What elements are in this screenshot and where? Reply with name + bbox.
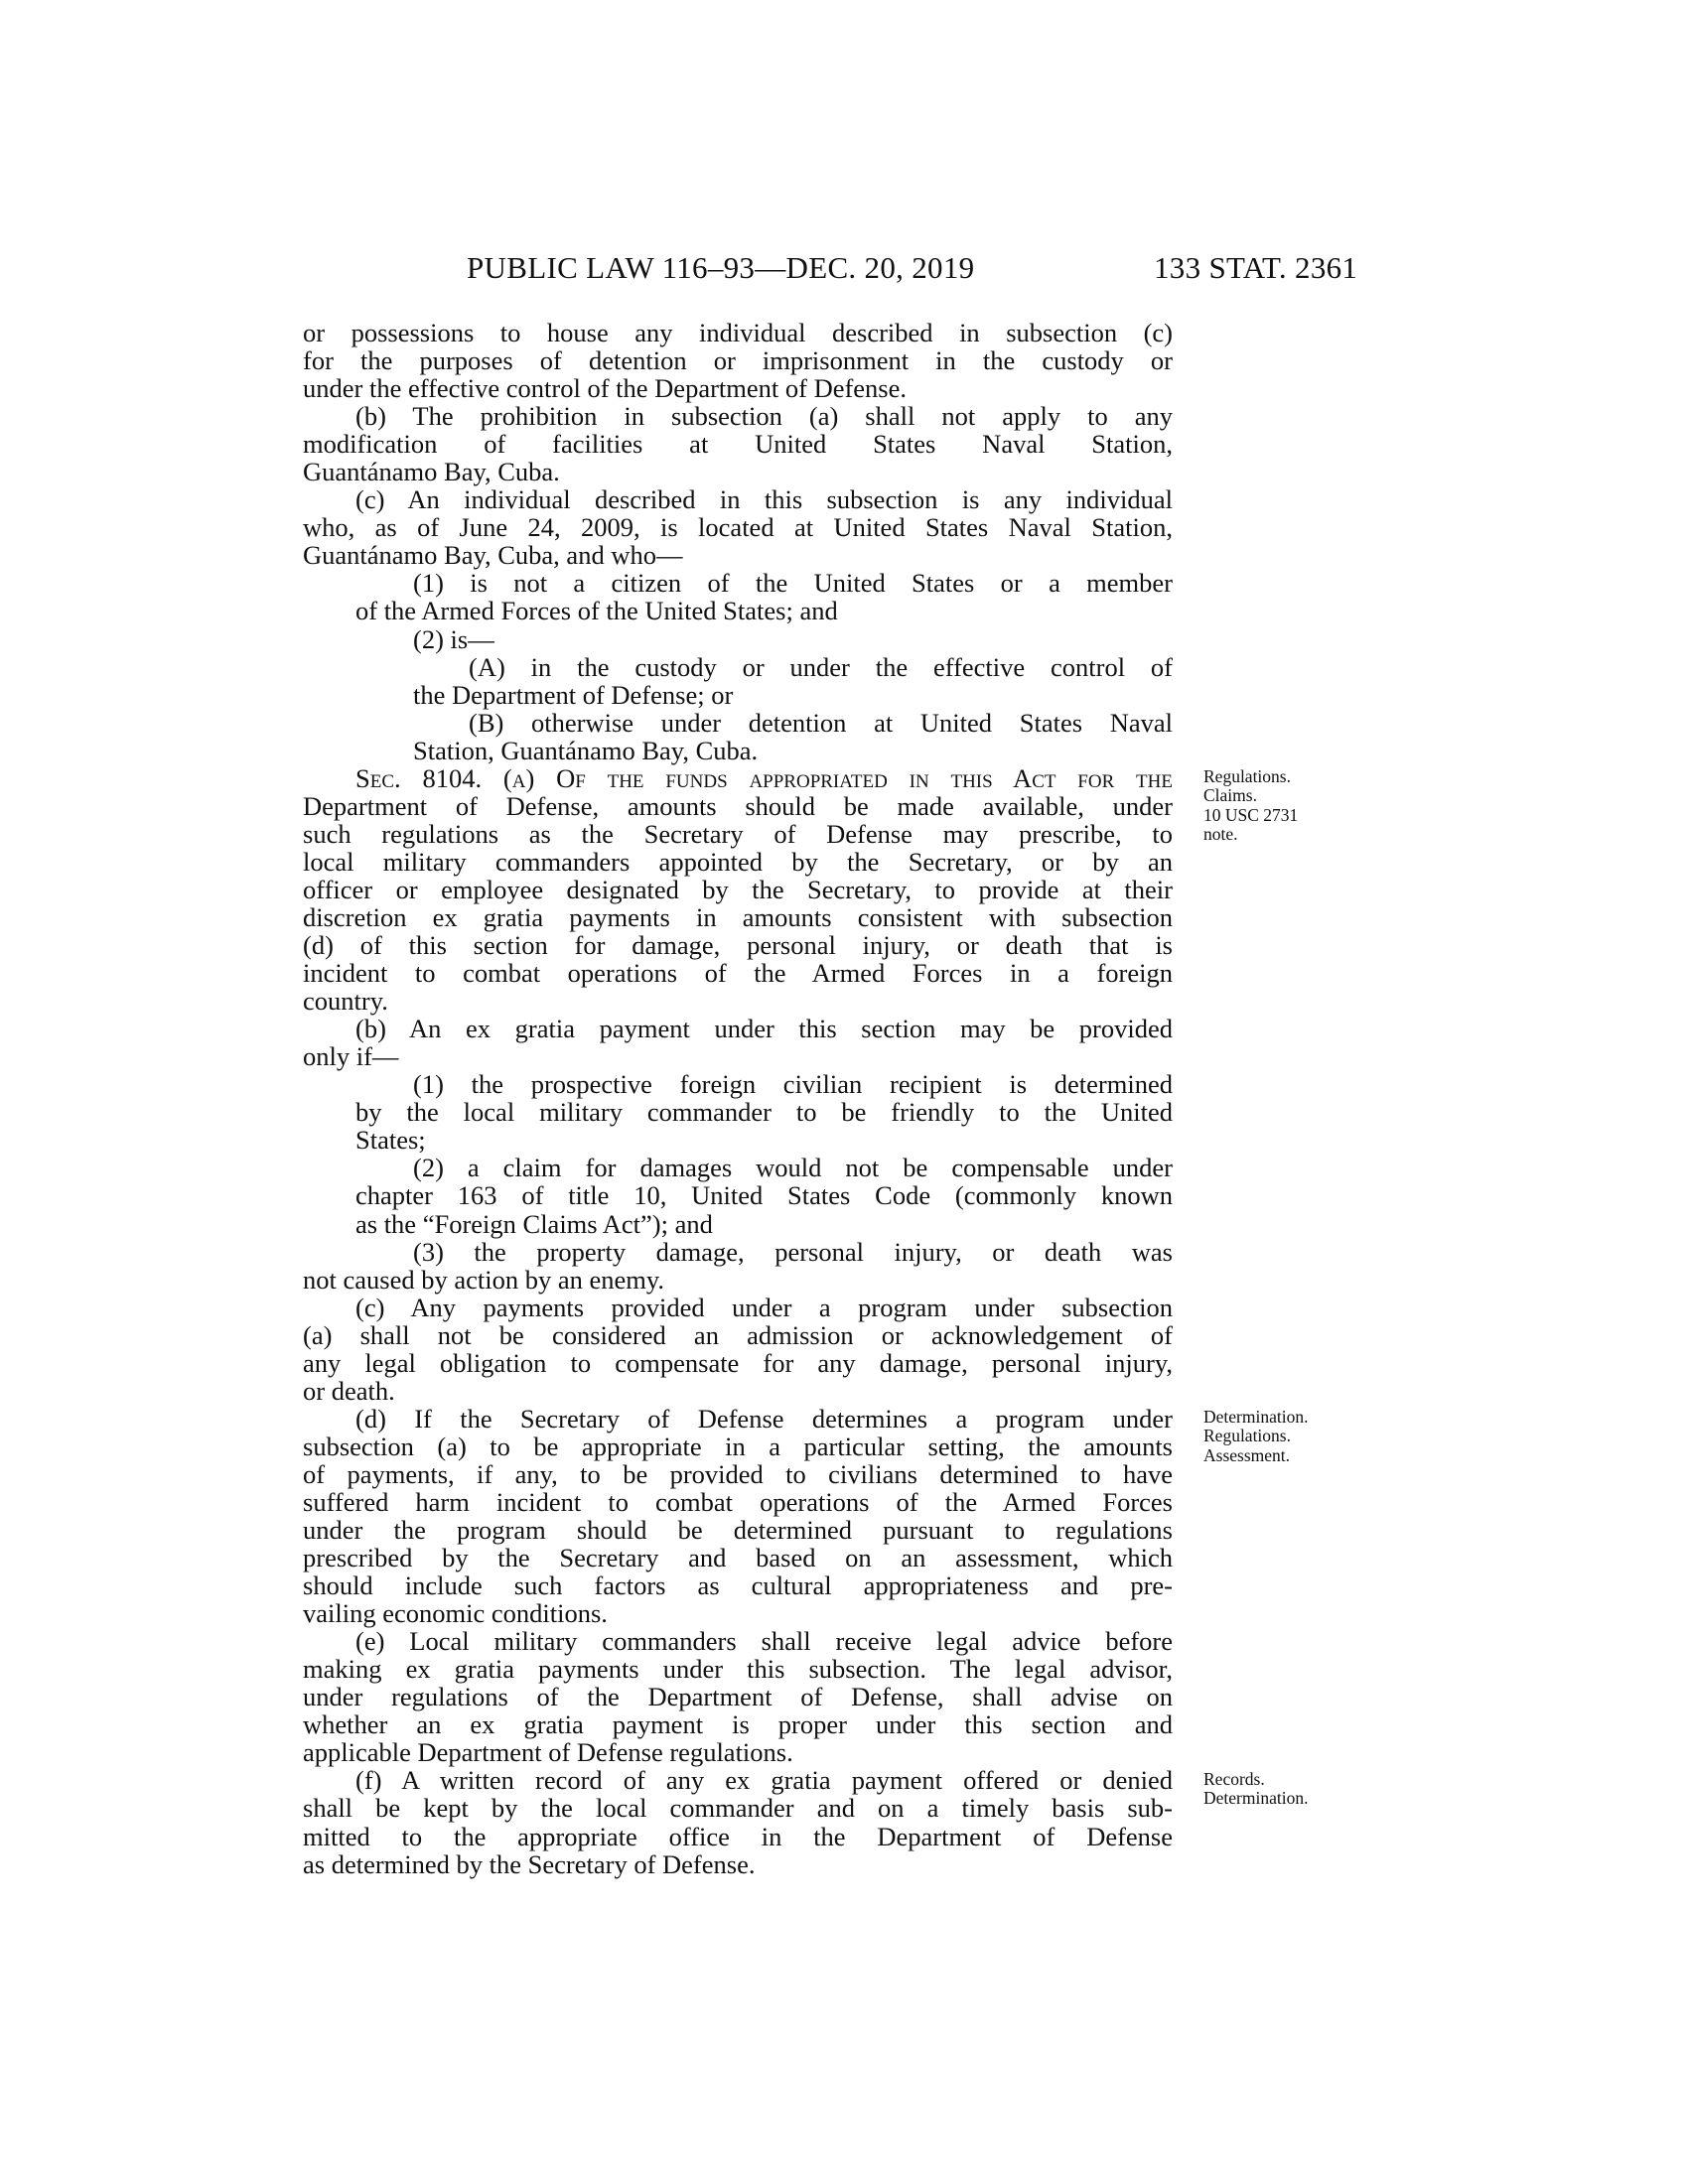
text-line: (1) the prospective foreign civilian recipient is determined — [413, 1069, 1173, 1100]
text-line: (3) the property damage, personal injury, or death was — [413, 1236, 1173, 1267]
margin-note-item: Claims. — [1203, 785, 1257, 806]
margin-note-item: 10 USC 2731 — [1203, 804, 1299, 825]
text-line: any legal obligation to compensate for any damage, personal injury, — [303, 1347, 1173, 1378]
text-line: not caused by action by an enemy. — [303, 1264, 665, 1295]
text-line: (b) An ex gratia payment under this section may be provided — [355, 1014, 1173, 1044]
text-line: for the purposes of detention or imprisonment in the custody or — [303, 345, 1173, 376]
text-line: chapter 163 of title 10, United States Code (commonly known — [355, 1180, 1173, 1211]
text-line: Department of Defense, amounts should be made available, under — [303, 790, 1173, 821]
text-line: (e) Local military commanders shall receive legal advice before — [355, 1626, 1173, 1657]
text-line: (A) in the custody or under the effective control of — [469, 651, 1173, 682]
margin-note-item: Determination. — [1203, 1788, 1309, 1809]
text-line: (c) An individual described in this subsection is any individual — [355, 484, 1173, 515]
text-line: making ex gratia payments under this subsection. The legal advisor, — [303, 1654, 1173, 1685]
margin-note-item: Regulations. — [1203, 765, 1291, 786]
text-line: under the effective control of the Department of Defense. — [303, 373, 908, 404]
text-line: subsection (a) to be appropriate in a particular setting, the amounts — [303, 1431, 1173, 1461]
text-line: (a) shall not be considered an admission or acknowledgement of — [303, 1319, 1173, 1350]
running-header-title: PUBLIC LAW 116–93—DEC. 20, 2019 — [467, 250, 975, 285]
text-line: (2) a claim for damages would not be compensable under — [413, 1153, 1173, 1183]
margin-note — [1203, 1408, 1308, 1466]
text-line: (1) is not a citizen of the United States or a member — [413, 568, 1173, 599]
text-line: mitted to the appropriate office in the Department of Defense — [303, 1821, 1173, 1851]
page-citation: 133 STAT. 2361 — [1154, 250, 1358, 285]
margin-note — [1203, 767, 1298, 845]
text-line: whether an ex gratia payment is proper under this section and — [303, 1709, 1173, 1740]
text-line: (d) of this section for damage, personal injury, or death that is — [303, 930, 1173, 961]
text-line: only if— — [303, 1041, 399, 1072]
text-line: (d) If the Secretary of Defense determines a program under — [355, 1403, 1173, 1433]
text-line: or possessions to house any individual described in subsection (c) — [303, 318, 1173, 347]
text-line: of the Armed Forces of the United States; and — [355, 596, 838, 626]
text-line: under the program should be determined pursuant to regulations — [303, 1515, 1173, 1546]
text-line: (b) The prohibition in subsection (a) shall not apply to any — [355, 401, 1173, 432]
text-line: who, as of June 24, 2009, is located at United States Naval Station, — [303, 512, 1173, 543]
margin-note-item: Assessment. — [1203, 1444, 1291, 1465]
text-line: discretion ex gratia payments in amounts consistent with subsection — [303, 901, 1173, 932]
text-line: under regulations of the Department of Defense, shall advise on — [303, 1682, 1173, 1712]
text-line: (B) otherwise under detention at United States Naval — [469, 707, 1173, 738]
text-line: the Department of Defense; or — [413, 679, 734, 710]
text-line: (2) is— — [413, 623, 494, 654]
text-line: modification of facilities at United States Naval Station, — [303, 429, 1173, 460]
text-line: country. — [303, 986, 388, 1017]
text-line: Guantánamo Bay, Cuba, and who— — [303, 540, 683, 571]
text-line: of payments, if any, to be provided to civilians determined to have — [303, 1458, 1173, 1489]
text-line: States; — [355, 1125, 426, 1156]
text-line: as the “Foreign Claims Act”); and — [355, 1208, 713, 1239]
margin-note-item: Determination. — [1203, 1406, 1309, 1427]
text-line: Sec. 8104. (a) Of the funds appropriated in this Act for the — [355, 762, 1173, 793]
text-line: officer or employee designated by the Secretary, to provide at their — [303, 874, 1173, 904]
text-line: applicable Department of Defense regulations. — [303, 1737, 793, 1768]
text-line: incident to combat operations of the Armed Forces in a foreign — [303, 958, 1173, 989]
margin-note — [1203, 1770, 1308, 1809]
text-line: should include such factors as cultural appropriateness and pre- — [303, 1570, 1173, 1601]
text-line: Guantánamo Bay, Cuba. — [303, 457, 560, 487]
text-line: Station, Guantánamo Bay, Cuba. — [413, 735, 759, 765]
text-line: as determined by the Secretary of Defense. — [303, 1848, 756, 1879]
text-line: prescribed by the Secretary and based on an assessment, which — [303, 1543, 1173, 1573]
statute-body-text — [303, 319, 1173, 1878]
text-line: such regulations as the Secretary of Defense may prescribe, to — [303, 818, 1173, 849]
text-line: shall be kept by the local commander and on a timely basis sub- — [303, 1793, 1173, 1824]
margin-note-item: Records. — [1203, 1768, 1265, 1789]
text-line: vailing economic conditions. — [303, 1598, 608, 1629]
margin-note-item: Regulations. — [1203, 1426, 1291, 1446]
text-line: (c) Any payments provided under a program under subsection — [355, 1292, 1173, 1322]
text-line: or death. — [303, 1375, 395, 1406]
text-line: (f) A written record of any ex gratia payment offered or denied — [355, 1765, 1173, 1796]
text-line: suffered harm incident to combat operations of the Armed Forces — [303, 1486, 1173, 1517]
text-line: by the local military commander to be friendly to the United — [355, 1097, 1173, 1128]
text-line: local military commanders appointed by the Secretary, or by an — [303, 846, 1173, 877]
margin-note-item: note. — [1203, 824, 1238, 845]
